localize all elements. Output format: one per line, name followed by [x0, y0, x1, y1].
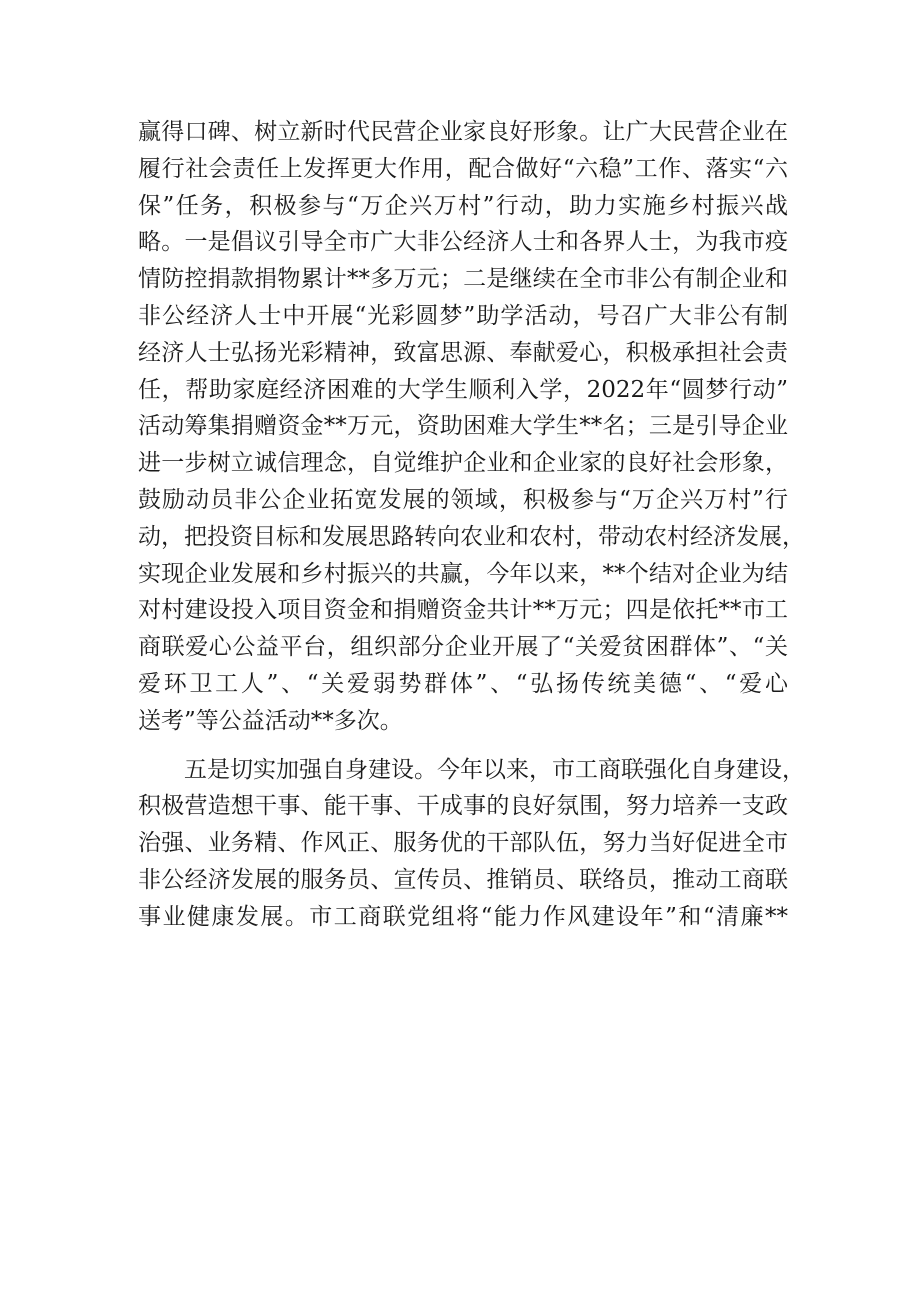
text-line: 活动筹集捐赠资金**万元，资助困难大学生**名；三是引导企业	[138, 413, 788, 440]
text-line: 治强、业务精、作风正、服务优的干部队伍，努力当好促进全市	[138, 830, 788, 857]
text-line: 非公经济发展的服务员、宣传员、推销员、联络员，推动工商联	[138, 866, 788, 893]
text-line: 非公经济人士中开展“光彩圆梦”助学活动，号召广大非公有制	[138, 302, 788, 329]
text-line: 鼓励动员非公企业拓宽发展的领域，积极参与“万企兴万村”行	[138, 486, 788, 513]
text-line: 实现企业发展和乡村振兴的共赢，今年以来，**个结对企业为结	[138, 560, 788, 587]
text-line: 进一步树立诚信理念，自觉维护企业和企业家的良好社会形象，	[138, 450, 788, 477]
text-line: 五是切实加强自身建设。今年以来，市工商联强化自身建设，	[184, 756, 805, 783]
text-line: 事业健康发展。市工商联党组将“能力作风建设年”和“清廉**	[138, 903, 788, 930]
text-line: 赢得口碑、树立新时代民营企业家良好形象。让广大民营企业在	[138, 119, 788, 145]
text-line: 略。一是倡议引导全市广大非公经济人士和各界人士，为我市疫	[138, 229, 788, 256]
text-line: 爱环卫工人”、“关爱弱势群体”、“弘扬传统美德“、“爱心	[138, 670, 788, 697]
text-line: 情防控捐款捐物累计**多万元；二是继续在全市非公有制企业和	[138, 266, 788, 293]
text-line: 送考”等公益活动**多次。	[138, 707, 403, 734]
text-line: 商联爱心公益平台，组织部分企业开展了“关爱贫困群体”、“关	[138, 634, 788, 661]
text-line: 对村建设投入项目资金和捐赠资金共计**万元；四是依托**市工	[138, 597, 788, 624]
paragraph-self-building	[138, 752, 805, 936]
paragraph-social-responsibility	[138, 114, 805, 740]
text-line: 动，把投资目标和发展思路转向农业和农村，带动农村经济发展，	[138, 523, 805, 550]
text-line: 履行社会责任上发挥更大作用，配合做好“六稳”工作、落实“六	[138, 155, 788, 182]
text-line: 积极营造想干事、能干事、干成事的良好氛围，努力培养一支政	[138, 793, 788, 820]
text-line: 保”任务，积极参与“万企兴万村”行动，助力实施乡村振兴战	[138, 192, 788, 219]
paragraph-gap	[138, 740, 788, 752]
text-line: 任，帮助家庭经济困难的大学生顺利入学，2022年“圆梦行动”	[138, 376, 788, 403]
text-line: 经济人士弘扬光彩精神，致富思源、奉献爱心，积极承担社会责	[138, 339, 788, 366]
document-body	[138, 114, 805, 936]
